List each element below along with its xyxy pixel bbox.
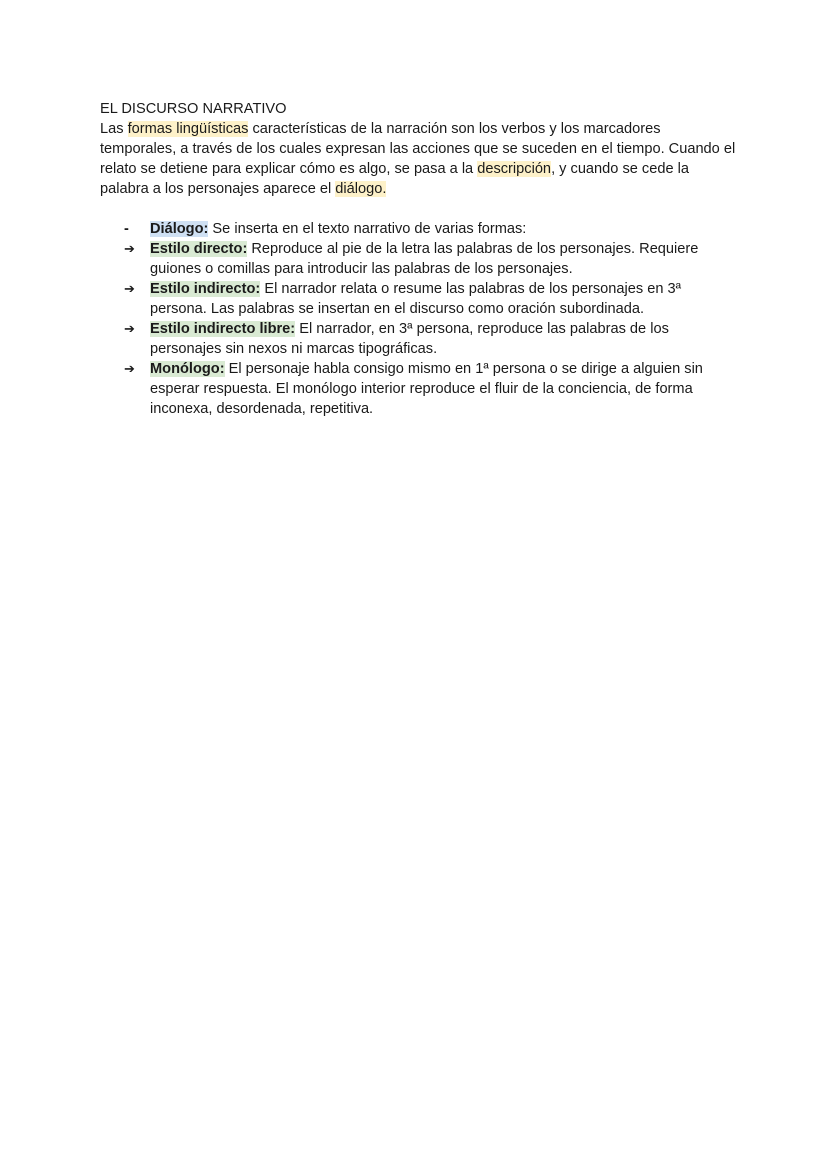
term-estilo-indirecto-libre: Estilo indirecto libre: — [150, 321, 296, 337]
highlight-dialogo: diálogo. — [335, 181, 387, 197]
intro-text: características de la narración son los verbos y los marcadores temporales, a través de los cuales expresan las acciones que se suceden en el tiempo. Cuando el relato se detiene para explicar cómo es algo, se pasa a la — [100, 121, 736, 177]
term-estilo-directo: Estilo directo: — [150, 241, 248, 257]
dash-bullet-icon: - — [124, 221, 129, 237]
dialogo-text: Se inserta en el texto narrativo de varias formas: — [208, 221, 527, 237]
list-item-estilo-indirecto-libre — [124, 319, 740, 359]
item-text: El narrador, en 3ª persona, reproduce las palabras de los personajes sin nexos ni marcas tipográficas. — [150, 321, 669, 357]
list-item-estilo-indirecto — [124, 279, 740, 319]
item-text: El personaje habla consigo mismo en 1ª persona o se dirige a alguien sin esperar respuesta. El monólogo interior reproduce el fluir de la conciencia, de forma inconexa, desordenada, repetitiva. — [150, 361, 703, 417]
term-monologo: Monólogo: — [150, 361, 225, 377]
intro-text: Las — [100, 121, 128, 137]
dialogue-list — [100, 219, 740, 419]
intro-paragraph — [100, 119, 740, 199]
list-item-monologo — [124, 359, 740, 419]
arrow-right-icon: ➔ — [124, 241, 135, 256]
highlight-descripcion: descripción — [477, 161, 552, 177]
item-text: Reproduce al pie de la letra las palabras de los personajes. Requiere guiones o comillas para introducir las palabras de los personajes. — [150, 241, 699, 277]
document-title: EL DISCURSO NARRATIVO — [100, 101, 287, 117]
item-text: El narrador relata o resume las palabras de los personajes en 3ª persona. Las palabras se insertan en el discurso como oración subordinada. — [150, 281, 682, 317]
document-page — [100, 99, 740, 419]
dialogue-styles-list — [100, 239, 740, 419]
arrow-right-icon: ➔ — [124, 281, 135, 296]
intro-text: , y cuando se cede la palabra a los personajes aparece el — [100, 161, 689, 197]
term-dialogo: Diálogo: — [150, 221, 209, 237]
list-item-estilo-directo — [124, 239, 740, 279]
highlight-formas-linguisticas: formas lingüísticas — [127, 121, 249, 137]
term-estilo-indirecto: Estilo indirecto: — [150, 281, 261, 297]
arrow-right-icon: ➔ — [124, 361, 135, 376]
arrow-right-icon: ➔ — [124, 321, 135, 336]
list-item-dialogo — [100, 219, 740, 239]
